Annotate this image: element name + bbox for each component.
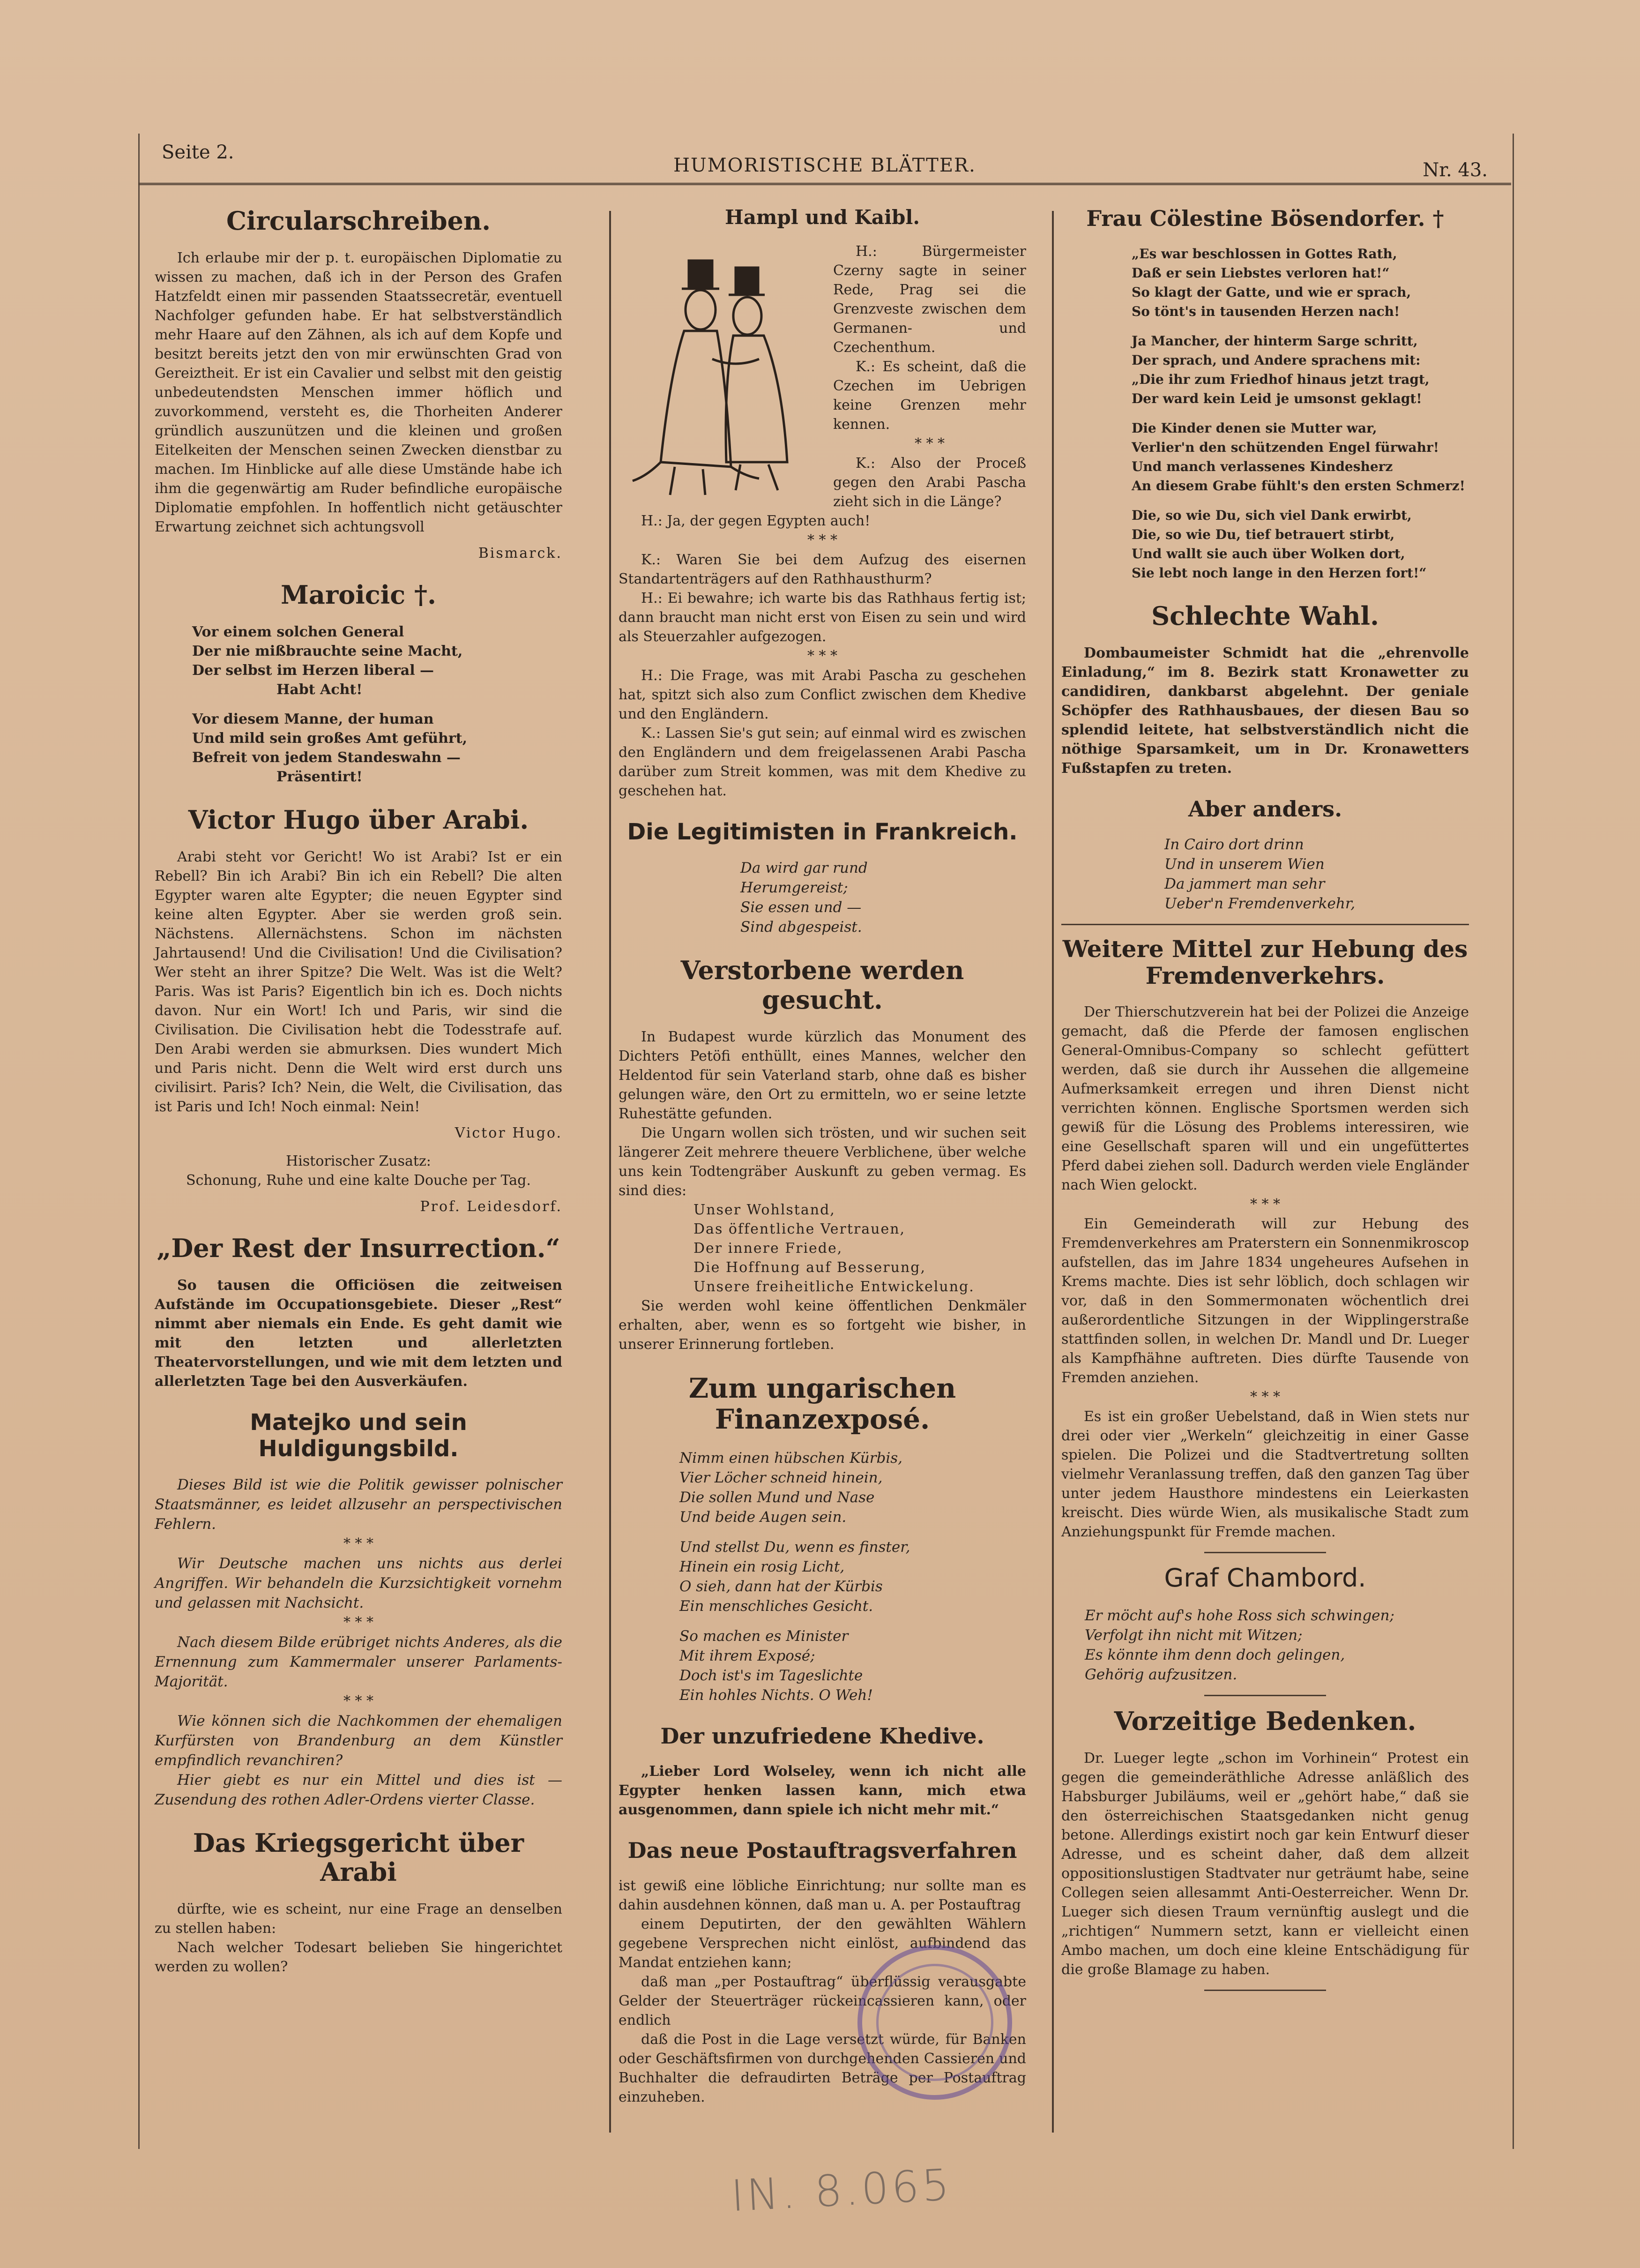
article-title: Matejko und sein Huldigungsbild. xyxy=(250,1409,467,1462)
issue-number: Nr. 43. xyxy=(1423,159,1488,181)
article-body: Dr. Lueger legte „schon im Vorhinein“ Protest ein gegen die gemeinderäthliche Adresse anläßlich des Habsburger Jubiläums, weil er „gehört habe,“ daß sie den österreichischen Staatsgedanken nicht genug betone. Allerdings existirt noch gar kein Entwurf dieser Adresse, und es scheint daher, daß dem allzeit oppositionslustigen Stadtvater nur geträumt habe, seine Collegen seien allesammt Anti-Oesterreicher. Wenn Dr. Lueger sich diesen Traum vernünftig auslegt und die „richtigen“ Nummern setzt, kann er vielleicht einen Ambo machen, um doch eine kleine Entschädigung für die große Blamage zu haben. xyxy=(1061,1750,1469,1978)
article-title: Das neue Postauftragsverfahren xyxy=(627,1837,1017,1863)
article-title: Victor Hugo über Arabi. xyxy=(188,805,529,835)
poem: Da wird gar rund Herumgereist; Sie essen und — Sind abgespeist. xyxy=(740,860,868,936)
section-rule xyxy=(1061,924,1469,925)
article-body: Dieses Bild ist wie die Politik gewisser polnischer Staatsmänner, es leidet allzusehr an perspectivischen Fehlern. xyxy=(155,1476,562,1533)
article-body: Wir Deutsche machen uns nichts aus derlei Angriffen. Wir behandeln die Kurzsichtigkeit vornehm und gelassen mit Nachsicht. xyxy=(155,1555,562,1611)
article-body: Nach diesem Bilde erübriget nichts Anderes, als die Ernennung zum Kammermaler unserer Parlaments-Majorität. xyxy=(155,1633,562,1690)
article-body: Arabi steht vor Gericht! Wo ist Arabi? Ist er ein Rebell? Bin ich Arabi? Bin ich ein Rebell? Die alten Egypter waren alte Egypter; die neuen Egypter sind keine alten Egypter. Aber sie werden groß sein. Nächstens. Allernächstens. Schon im nächsten Jahrtausend! Und die Civilisation! Und die Civilisation? Wer steht an ihrer Spitze? Die Welt. Was ist die Welt? Paris. Was ist Paris? Eigentlich bin ich es. Doch nichts davon. Nur ein Wort! Ich und Paris, wir sind die Civilisation. Die Civilisation hebt die Todesstrafe auf. Den Arabi werden sie abmurksen. Dies wundert Mich und Paris nicht. Denn die Welt wird erst durch uns civilisirt. Paris? Ich? Nein, die Welt, die Civilisation, das ist Paris und Ich! Noch einmal: Nein! xyxy=(155,849,562,1115)
article-title: Verstorbene werden gesucht. xyxy=(680,955,964,1015)
addendum-text: Schonung, Ruhe und eine kalte Douche per Tag. xyxy=(186,1172,531,1189)
separator-stars: * * * xyxy=(343,1692,374,1709)
article-body: Dombaumeister Schmidt hat die „ehrenvolle Einladung,“ im 8. Bezirk statt Kronawetter zu candidiren, dankbarst abgelehnt. Der geniale Schöpfer des Rathhausbaues, der diesen Bau so splendid leitete, hat selbstverständlich nicht die nöthige Sparsamkeit, um in Dr. Kronawetters Fußstapfen zu treten. xyxy=(1061,644,1469,777)
article-title: Vorzeitige Bedenken. xyxy=(1114,1706,1416,1736)
column-divider xyxy=(609,211,611,2133)
column-divider xyxy=(1052,211,1054,2133)
article-body: In Budapest wurde kürzlich das Monument des Dichters Petöfi enthüllt, eines Mannes, welcher den Heldentod für sein Vaterland starb, ohne daß es bisher gelungen wäre, den Ort zu ermitteln, wo er seine letzte Ruhestätte gefunden. Die Ungarn wollen sich trösten, und wir suchen seit längerer Zeit mehrere theuere Verblichene, über welche uns kein Todtengräber Auskunft zu geben vermag. Es sind dies: xyxy=(619,1028,1026,1199)
list: Unser Wohlstand, Das öffentliche Vertrauen, Der innere Friede, Die Hoffnung auf Besserung, Unsere freiheitliche Entwickelung. xyxy=(693,1201,975,1295)
separator-stars: * * * xyxy=(343,1614,374,1631)
cartoon-illustration xyxy=(619,242,825,500)
article-title: Weitere Mittel zur Hebung des Fremdenverkehrs. xyxy=(1062,935,1468,990)
addendum-title: Historischer Zusatz: xyxy=(286,1153,431,1170)
article-title: „Der Rest der Insurrection.“ xyxy=(157,1233,560,1264)
separator-stars: * * * xyxy=(1250,1196,1281,1213)
page-number: Seite 2. xyxy=(162,142,234,163)
article-title: Zum ungarischen Finanzexposé. xyxy=(688,1372,956,1436)
article-title: Frau Cölestine Bösendorfer. † xyxy=(1086,206,1444,231)
article-title: Das Kriegsgericht über Arabi xyxy=(193,1827,524,1887)
article-title: Maroicic †. xyxy=(281,580,436,610)
section-rule xyxy=(1204,1552,1326,1553)
inventory-mark: IN. 8.065 xyxy=(730,2159,954,2222)
article-body: Ein Gemeinderath will zur Hebung des Fremdenverkehres am Praterstern ein Sonnenmikroscop aufstellen, das im Jahre 1834 ungeheures Aufsehen in Krems machte. Dies ist sehr löblich, doch schlagen wir vor, daß in den Sommermonaten wöchentlich drei außerordentliche Sitzungen in der Wipplingerstraße stattfinden sollen, in welchen Dr. Mandl und Dr. Lueger als Kampfhähne auftreten. Dies dürfte Tausende von Fremden anziehen. xyxy=(1061,1215,1469,1386)
page-header xyxy=(138,136,1511,185)
article-body: Ich erlaube mir der p. t. europäischen Diplomatie zu wissen zu machen, daß ich in der Person des Grafen Hatzfeldt einen mir passenden Staatssecretär, eventuell Nachfolger gefunden habe. Er hat selbstverständlich mehr Haare auf den Zähnen, als ich auf dem Kopfe und besitzt bereits jetzt den von mir erwünschten Grad von Gereiztheit. Er ist ein Cavalier und selbst mit den geistig unbedeutendsten Menschen immer höflich und zuvorkommend, versteht es, die Thorheiten Anderer gründlich auszunützen und die kleinen und großen Eitelkeiten der Menschen seinen Zwecken dienstbar zu machen. Im Hinblicke auf alle diese Umstände habe ich ihm die gegenwärtig am Ruder befindliche europäische Diplomatie empfohlen. In hoffentlich nicht getäuschter Erwartung zeichnet sich achtungsvoll xyxy=(155,250,562,536)
article-title: Graf Chambord. xyxy=(1164,1563,1366,1593)
poem-stanza: Vor diesem Manne, der human Und mild sein großes Amt geführt, Befreit von jedem Standeswahn — Präsentirt! xyxy=(192,711,468,786)
article-body: dürfte, wie es scheint, nur eine Frage an denselben zu stellen haben: Nach welcher Todesart belieben Sie hingerichtet werden zu wollen? xyxy=(155,1901,562,1975)
poem-stanza: Vor einem solchen General Der nie mißbrauchte seine Macht, Der selbst im Herzen liberal — Habt Acht! xyxy=(192,624,463,698)
article-title: Hampl und Kaibl. xyxy=(725,206,920,229)
masthead: HUMORISTISCHE BLÄTTER. xyxy=(673,155,976,176)
column-1 xyxy=(155,206,562,1976)
article-body: Wie können sich die Nachkommen der ehemaligen Kurfürsten von Brandenburg an dem Künstler empfindlich revanchiren? Hier giebt es nur ein Mittel und dies ist — Zusendung des rothen Adler-Ordens vierter Classe. xyxy=(155,1712,562,1808)
separator-stars: * * * xyxy=(1250,1388,1281,1405)
article-title: Die Legitimisten in Frankreich. xyxy=(627,819,1018,846)
library-stamp xyxy=(857,1945,1012,2100)
poem: Nimm einen hübschen Kürbis, Vier Löcher schneid hinein, Die sollen Mund und Nase Und beide Augen sein. Und stellst Du, wenn es finster, Hinein ein rosig Licht, O sieh, dann hat der Kürbis Ein menschliches Gesicht. So machen es Minister Mit ihrem Exposé; Doch ist's im Tageslichte Ein hohles Nichts. O Weh! xyxy=(679,1450,910,1704)
article-body: Sie werden wohl keine öffentlichen Denkmäler erhalten, aber, wenn es so fortgeht wie bisher, in unserer Erinnerung fortleben. xyxy=(619,1297,1026,1353)
section-rule xyxy=(1204,1990,1326,1991)
article-body: ist gewiß eine löbliche Einrichtung; nur sollte man es dahin ausdehnen können, daß man u. A. per Postauftrag einem Deputirten, der den gewählten Wählern gegebene Versprechen nicht einlöst, aufbindend das Mandat entziehen kann; daß man „per Postauftrag“ überflüssig verausgabte Gelder der Steuerträger rückeincassieren kann, oder endlich daß die Post in die Lage versetzt würde, für Banken oder Geschäftsfirmen von durchgehenden Cassieren und Buchhalter die defraudirten Beträge per Postauftrag einzuheben. xyxy=(619,1877,1026,2105)
signature: Victor Hugo. xyxy=(455,1125,562,1142)
poem: Er möcht auf's hohe Ross sich schwingen; Verfolgt ihn nicht mit Witzen; Es könnte ihm denn doch gelingen, Gehörig aufzusitzen. xyxy=(1085,1607,1394,1683)
article-title: Der unzufriedene Khedive. xyxy=(660,1723,984,1749)
signature: Prof. Leidesdorf. xyxy=(420,1198,562,1215)
section-rule xyxy=(1204,1695,1326,1696)
article-title: Schlechte Wahl. xyxy=(1151,600,1379,631)
article-body: Der Thierschutzverein hat bei der Polizei die Anzeige gemacht, daß die Pferde der famosen englischen General-Omnibus-Company so schlecht gefüttert werden, daß sie durch ihr Aussehen die allgemeine Aufmerksamkeit erregen und ihren Dienst nicht verrichten können. Englische Sportsmen werden sich gewiß für die Lösung des Problems interessiren, wie eine Gesellschaft sparen will und ein ungefüttertes Pferd dabei ziehen soll. Dadurch werden viele Engländer nach Wien gelockt. xyxy=(1061,1003,1469,1193)
article-body: So tausen die Officiösen die zeitweisen Aufstände im Occupationsgebiete. Dieser „Rest“ nimmt aber niemals ein Ende. Es geht damit wie mit den letzten und allerletzten Theatervorstellungen, und wie mit dem letzten und allerletzten Tage bei den Ausverkäufen. xyxy=(155,1277,562,1390)
signature: Bismarck. xyxy=(478,545,562,562)
dialogue: H.: Bürgermeister Czerny sagte in seiner Rede, Prag sei die Grenzveste zwischen dem Germanen- und Czechenthum. K.: Es scheint, daß die Czechen im Uebrigen keine Grenzen mehr kennen. * * * K.: Also der Proceß gegen den Arabi Pascha zieht sich in die Länge? H.: Ja, der gegen Egypten auch! * * * K.: Waren Sie bei dem Aufzug des eisernen Standartenträgers auf den Rathhausthurm? H.: Ei bewahre; ich warte bis das Rathhaus fertig ist; dann braucht man nicht erst von Eisen zu sein und wird als Steuerzahler aufgezogen. * * * H.: Die Frage, was mit Arabi Pascha zu geschehen hat, spitzt sich also zum Conflict zwischen dem Khedive und den Engländern. K.: Lassen Sie's gut sein; auf einmal wird es zwischen den Engländern und dem freigelassenen Arabi Pascha darüber zum Streit kommen, was mit dem Khedive zu geschehen hat. xyxy=(619,243,1026,800)
article-title: Aber anders. xyxy=(1188,796,1342,822)
column-2 xyxy=(619,206,1026,2107)
poem: „Es war beschlossen in Gottes Rath, Daß er sein Liebstes verloren hat!“ So klagt der Gatte, und wie er sprach, So tönt's in tausenden Herzen nach! Ja Mancher, der hinterm Sarge schritt, Der sprach, und Andere sprachens mit: „Die ihr zum Friedhof hinaus jetzt tragt, Der ward kein Leid je umsonst geklagt! Die Kinder denen sie Mutter war, Verlier'n den schützenden Engel fürwahr! Und manch verlassenes Kindesherz An diesem Grabe fühlt's den ersten Schmerz! Die, so wie Du, sich viel Dank erwirbt, Die, so wie Du, tief betrauert stirbt, Und wallt sie auch über Wolken dort, Sie lebt noch lange in den Herzen fort!“ xyxy=(1132,246,1465,581)
separator-stars: * * * xyxy=(343,1535,374,1552)
article-title: Circularschreiben. xyxy=(226,206,491,236)
poem: In Cairo dort drinn Und in unserem Wien Da jammert man sehr Ueber'n Fremdenverkehr, xyxy=(1164,836,1356,912)
column-3 xyxy=(1061,206,1469,2001)
article-body: Es ist ein großer Uebelstand, daß in Wien stets nur drei oder vier „Werkeln“ gleichzeitig in einer Gasse spielen. Die Polizei und die Stadtvertretung sollten vielmehr Veranlassung treffen, daß den ganzen Tag über unter jedem Hausthore mindestens ein Leierkasten kreischt. Dies würde Wien, als musikalische Stadt zum Anziehungspunkt für Fremde machen. xyxy=(1061,1408,1469,1540)
article-body: „Lieber Lord Wolseley, wenn ich nicht alle Egypter henken lassen kann, mich etwa ausgenommen, dann spiele ich nicht mehr mit.“ xyxy=(619,1763,1026,1818)
